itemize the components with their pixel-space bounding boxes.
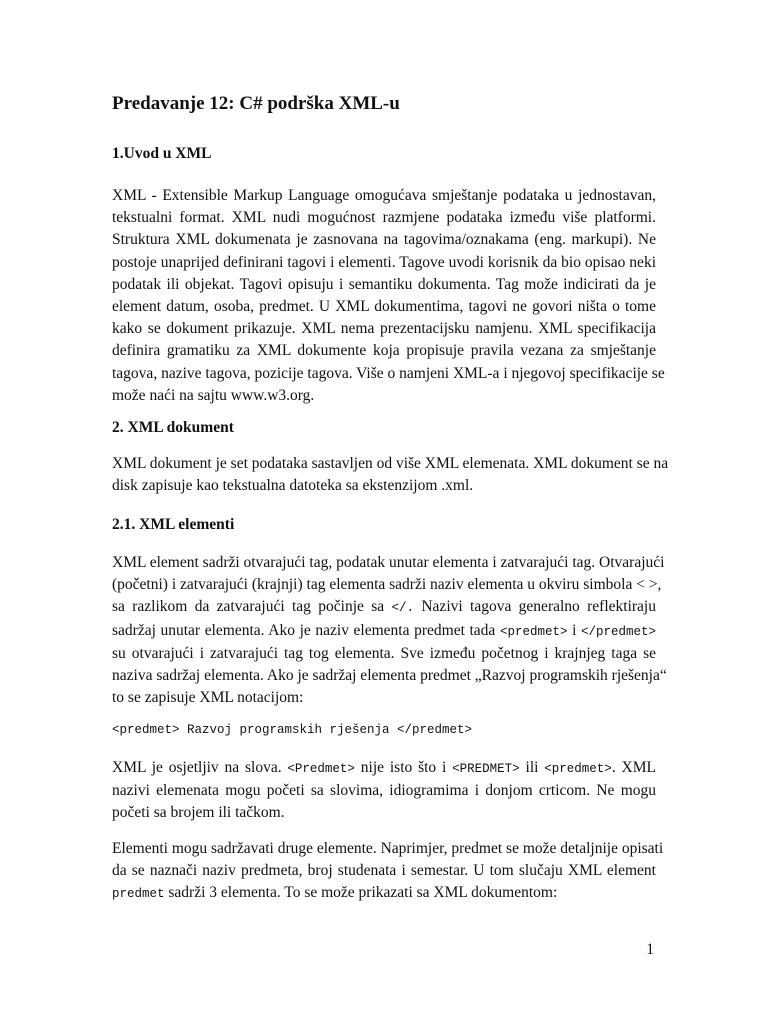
text-fragment: ili <box>519 759 545 776</box>
text-line: (početni) i zatvarajući (krajnji) tag elementa sadrži naziv elementa u okviru simbola < >, <box>112 576 662 594</box>
section-heading-uvod: 1.Uvod u XML <box>112 145 212 162</box>
text-line: Struktura XML dokumenata je zasnovana na tagovima/oznakama (eng. markupi). Ne <box>112 231 656 249</box>
text-fragment: nije isto što i <box>354 759 453 776</box>
text-line: postoje unaprijed definirani tagovi i elementi. Tagove uvodi korisnik da bio opisao neki <box>112 253 656 271</box>
text-line: Elementi mogu sadržavati druge elemente. Naprimjer, predmet se može detaljnije opisati <box>112 840 664 857</box>
page-title: Predavanje 12: C# podrška XML-u <box>112 93 400 114</box>
inline-code: </. <box>391 601 415 616</box>
inline-code: <predmet> <box>499 624 568 639</box>
code-example: <predmet> Razvoj programskih rješenja </predmet> <box>112 723 473 737</box>
section-heading-xml-elementi: 2.1. XML elementi <box>112 516 235 533</box>
text-line: nazivi elemenata mogu početi sa slovima, idiogramima i donjom crticom. Ne mogu <box>112 782 656 800</box>
paragraph-nested-elements <box>112 838 664 906</box>
text-fragment: sadržaj unutar elementa. Ako je naziv elementa predmet tada <box>112 621 500 639</box>
inline-code: predmet <box>112 887 165 902</box>
text-line: da se naznači naziv predmeta, broj studenata i semestar. U tom slučaju XML element <box>112 862 656 880</box>
paragraph-xml-dokument <box>112 453 669 497</box>
text-line: početi sa brojem ili tačkom. <box>112 804 285 822</box>
text-line: XML - Extensible Markup Language omogućava smještanje podataka u jednostavan, <box>112 187 656 204</box>
section-heading-xml-dokument: 2. XML dokument <box>112 419 234 436</box>
text-line <box>112 882 656 905</box>
text-line <box>112 596 656 619</box>
inline-code: <PREDMET> <box>452 762 520 776</box>
text-line: tagova, nazive tagova, pozicije tagova. Više o namjeni XML-a i njegovoj specifikacije se <box>112 364 665 382</box>
text-line: su otvarajući i zatvarajući tag tog elementa. Sve između početnog i krajnjeg taga se <box>112 644 656 662</box>
text-fragment: XML je osjetljiv na slova. <box>112 759 288 776</box>
text-line: XML dokument je set podataka sastavljen od više XML elemenata. XML dokument se na <box>112 455 669 472</box>
text-line: tekstualni format. XML nudi mogućnost razmjene podataka između više platformi. <box>112 209 656 227</box>
text-line: može naći na sajtu www.w3.org. <box>112 386 315 404</box>
inline-code: <predmet> <box>544 762 612 776</box>
text-line: kako se dokument prikazuje. XML nema prezentacijsku namjenu. XML specifikacija <box>112 320 656 338</box>
text-line: element datum, osoba, predmet. U XML dokumentima, tagovi ne govori ništa o tome <box>112 298 656 316</box>
text-line: XML element sadrži otvarajući tag, podatak unutar elementa i zatvarajući tag. Otvarajući <box>112 554 665 571</box>
paragraph-case-sensitivity <box>112 757 656 825</box>
text-line: naziva sadržaj elementa. Ako je sadržaj elementa predmet „Razvoj programskih rješenja“ <box>112 667 667 685</box>
page-number: 1 <box>646 941 654 958</box>
text-line: definira gramatiku za XML dokumente koja propisuje pravila vezana za smještanje <box>112 342 656 360</box>
text-line: disk zapisuje kao tekstualna datoteka sa ekstenzijom .xml. <box>112 477 474 495</box>
inline-code: </predmet> <box>580 624 656 639</box>
text-line: to se zapisuje XML notacijom: <box>112 689 304 707</box>
text-fragment: . XML <box>611 759 656 776</box>
text-fragment: sadrži 3 elementa. To se može prikazati sa XML dokumentom: <box>164 884 558 902</box>
text-line <box>112 620 656 643</box>
text-fragment: i <box>567 621 581 639</box>
paragraph-uvod <box>112 185 665 407</box>
inline-code: <Predmet> <box>287 762 355 776</box>
text-line <box>112 757 656 780</box>
text-line: podatak ili objekat. Tagovi opisuju i semantiku dokumenta. Tag može indicirati da je <box>112 275 656 293</box>
text-fragment: Nazivi tagova generalno reflektiraju <box>414 598 656 616</box>
paragraph-xml-elementi <box>112 552 667 709</box>
text-fragment: sa razlikom da zatvarajući tag počinje sa <box>112 598 392 616</box>
